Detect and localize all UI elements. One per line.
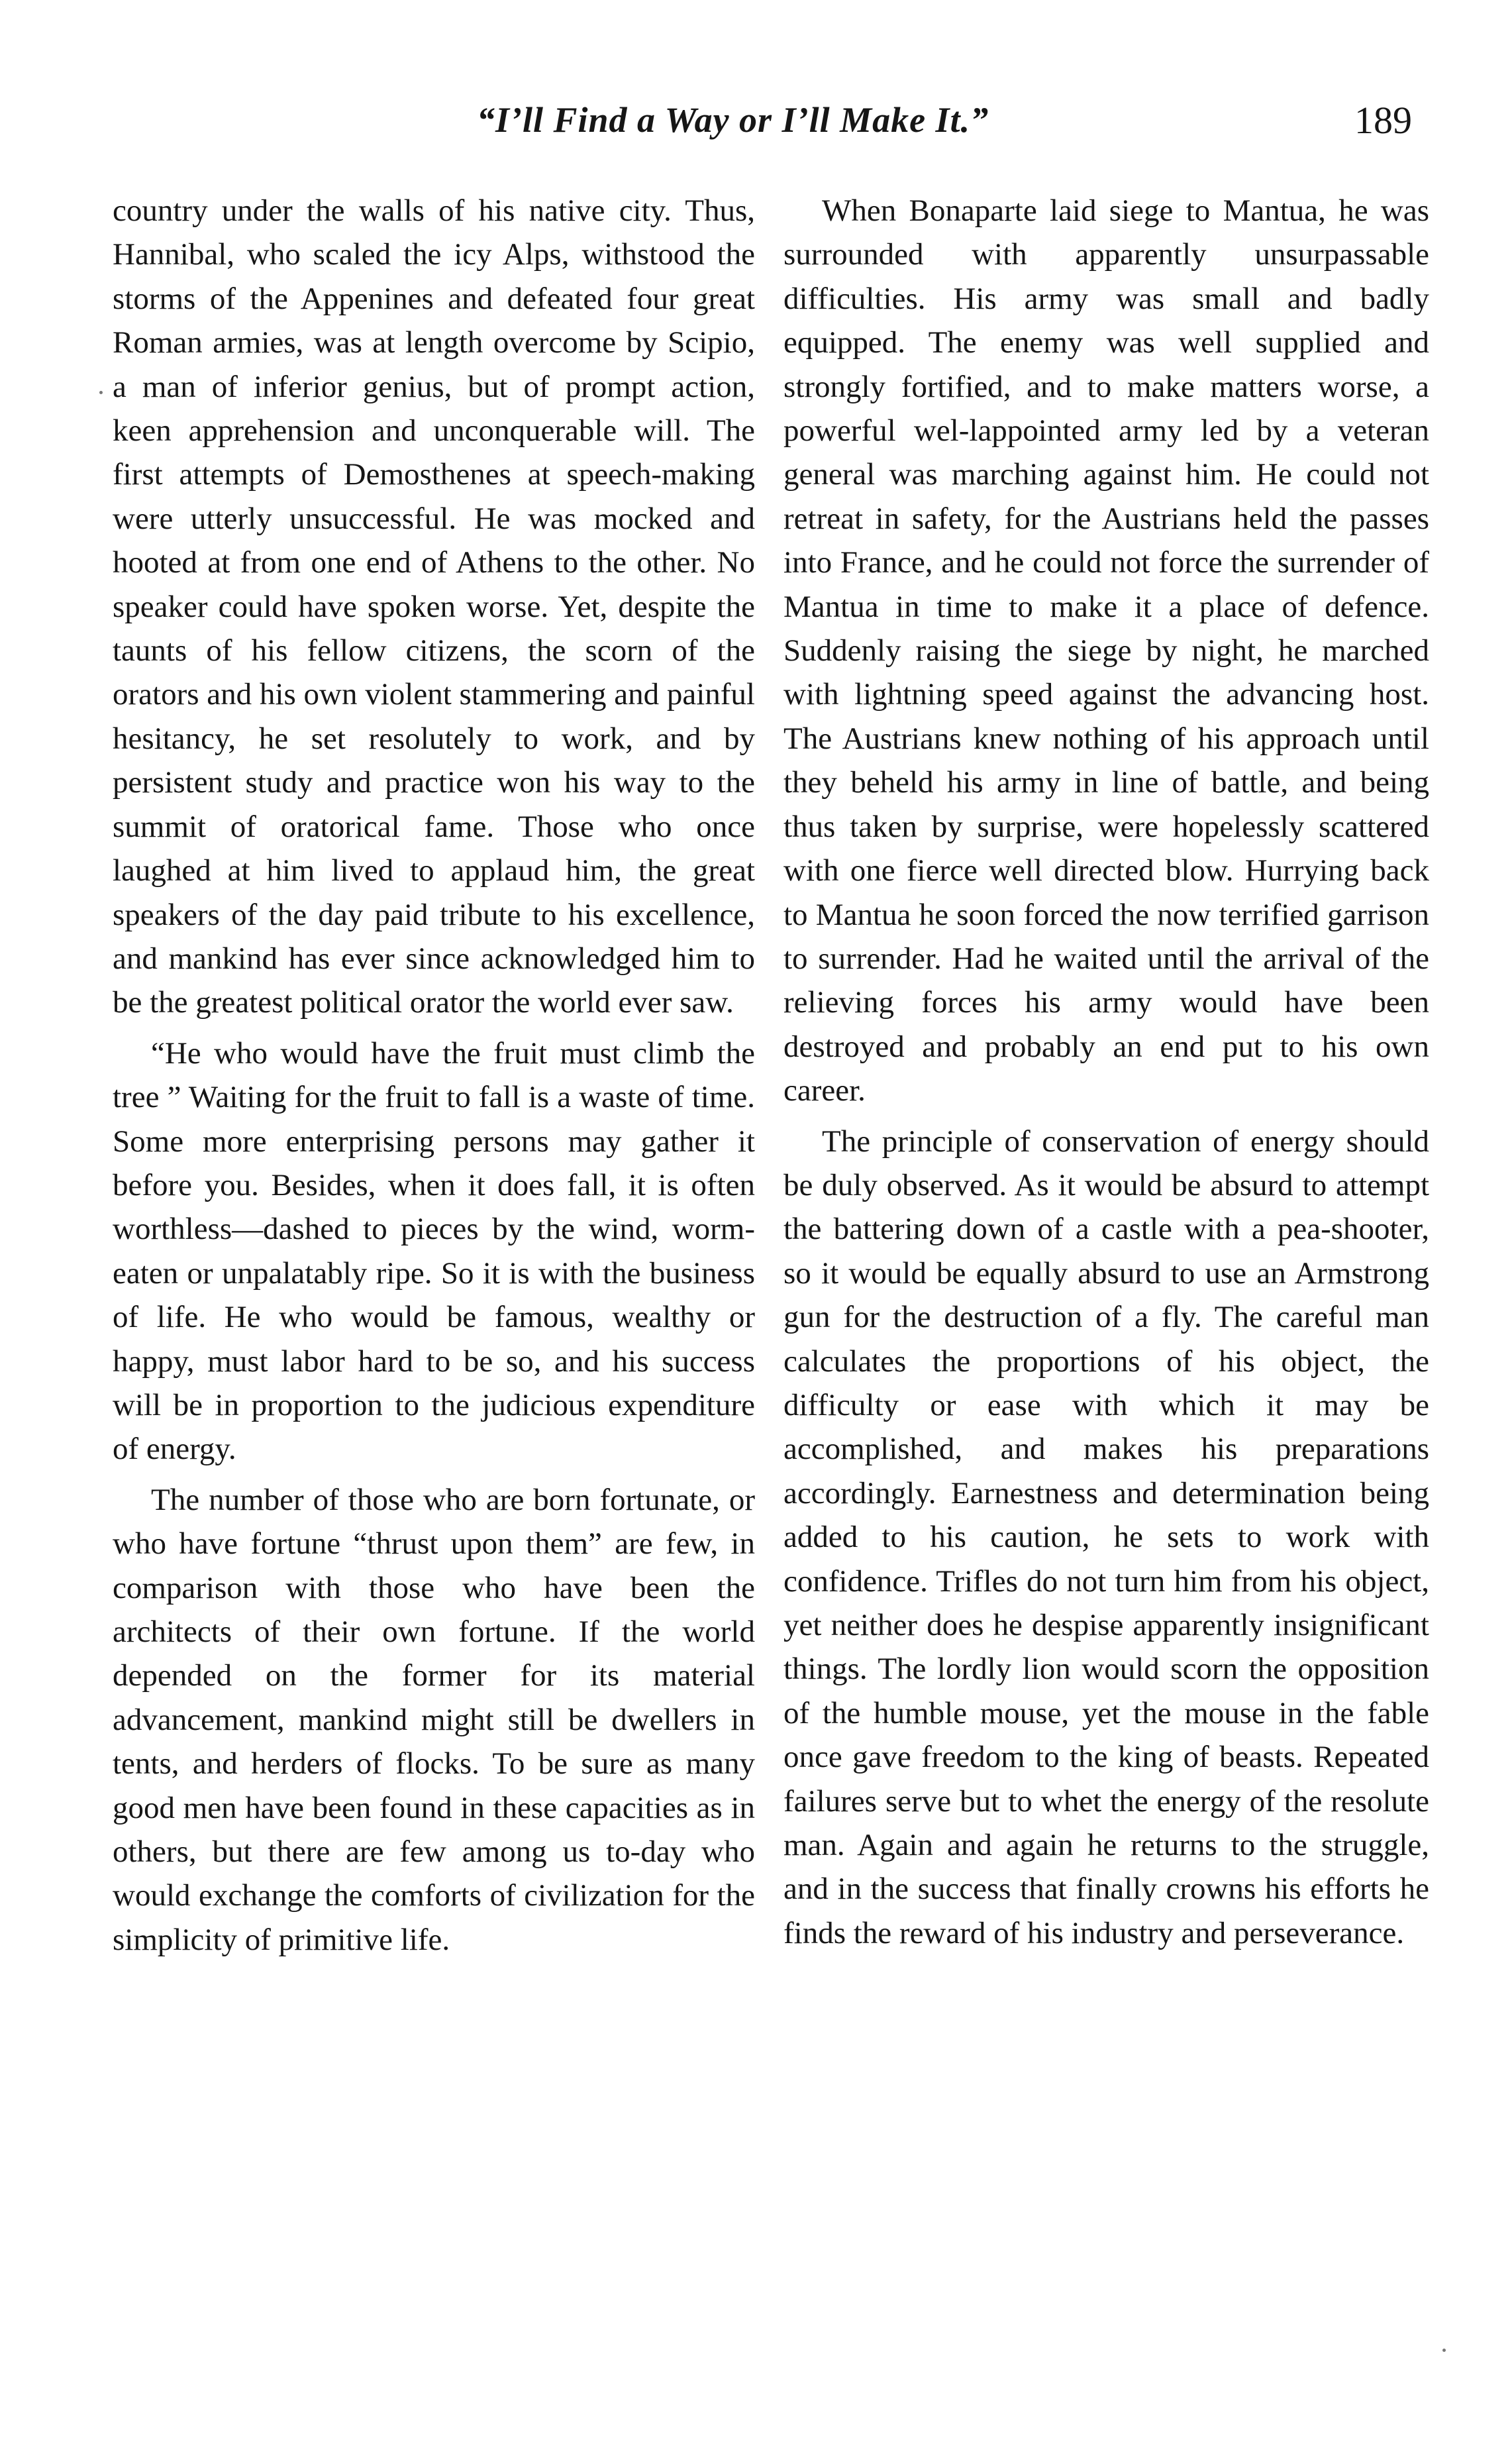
left-paragraph-2: “He who would have the fruit must climb the tree ” Waiting for the fruit to fall is a waste of time. Some more enterprising persons may gather it before you. Besides, when it does fall, it is often worthless—dashed to pieces by the wind, worm-eaten or unpalatably ripe. So it is with the business of life. He who would be famous, wealthy or happy, must labor hard to be so, and his success will be in proportion to the judicious expenditure of energy. — [113, 1035, 755, 1467]
page-number: 189 — [1354, 99, 1412, 142]
print-speck — [1442, 2349, 1446, 2352]
running-title: “I’ll Find a Way or I’ll Make It.” — [477, 100, 989, 140]
left-paragraph-1: country under the walls of his native city. Thus, Hannibal, who scaled the icy Alps, withstood the storms of the Appenines and defeated four great Roman armies, was at length overcome by Scipio, a man of inferior genius, but of prompt action, keen apprehension and unconquerable will. The first attempts of Demosthenes at speech-making were utterly unsuccessful. He was mocked and hooted at from one end of Athens to the other. No speaker could have spoken worse. Yet, despite the taunts of his fellow citizens, the scorn of the orators and his own violent stammering and painful hesitancy, he set resolutely to work, and by persistent study and practice won his way to the summit of oratorical fame. Those who once laughed at him lived to applaud him, the great speakers of the day paid tribute to his excellence, and mankind has ever since acknowledged him to be the greatest political orator the world ever saw. — [113, 193, 755, 1020]
left-column — [113, 189, 755, 1962]
print-speck — [99, 391, 103, 394]
left-paragraph-3: The number of those who are born fortunate, or who have fortune “thrust upon them” are few, in comparison with those who have been the architects of their own fortune. If the world depended on the former for its material advancement, mankind might still be dwellers in tents, and herders of flocks. To be sure as many good men have been found in these capacities as in others, but there are few among us to-day who would exchange the comforts of civilization for the simplicity of primitive life. — [113, 1482, 755, 1957]
right-paragraph-1: When Bonaparte laid siege to Mantua, he was surrounded with apparently unsurpassable difficulties. His army was small and badly equipped. The enemy was well supplied and strongly fortified, and to make matters worse, a powerful wel-lappointed army led by a veteran general was marching against him. He could not retreat in safety, for the Austrians held the passes into France, and he could not force the surrender of Mantua in time to make it a place of defence. Suddenly raising the siege by night, he marched with lightning speed against the advancing host. The Austrians knew nothing of his approach until they beheld his army in line of battle, and being thus taken by surprise, were hopelessly scattered with one fierce well directed blow. Hurrying back to Mantua he soon forced the now terrified garrison to surrender. Had he waited until the arrival of the relieving forces his army would have been destroyed and probably an end put to his own career. — [783, 193, 1429, 1108]
right-column — [783, 189, 1429, 1955]
right-paragraph-2: The principle of conservation of energy should be duly observed. As it would be absurd to attempt the battering down of a castle with a pea-shooter, so it would be equally absurd to use an Armstrong gun for the destruction of a fly. The careful man calculates the proportions of his object, the difficulty or ease with which it may be accomplished, and makes his preparations accordingly. Earnestness and determination being added to his caution, he sets to work with confidence. Trifles do not turn him from his object, yet neither does he despise apparently insignificant things. The lordly lion would scorn the opposition of the humble mouse, yet the mouse in the fable once gave freedom to the king of beasts. Repeated failures serve but to whet the energy of the resolute man. Again and again he returns to the struggle, and in the success that finally crowns his efforts he finds the reward of his industry and perseverance. — [783, 1124, 1429, 1950]
